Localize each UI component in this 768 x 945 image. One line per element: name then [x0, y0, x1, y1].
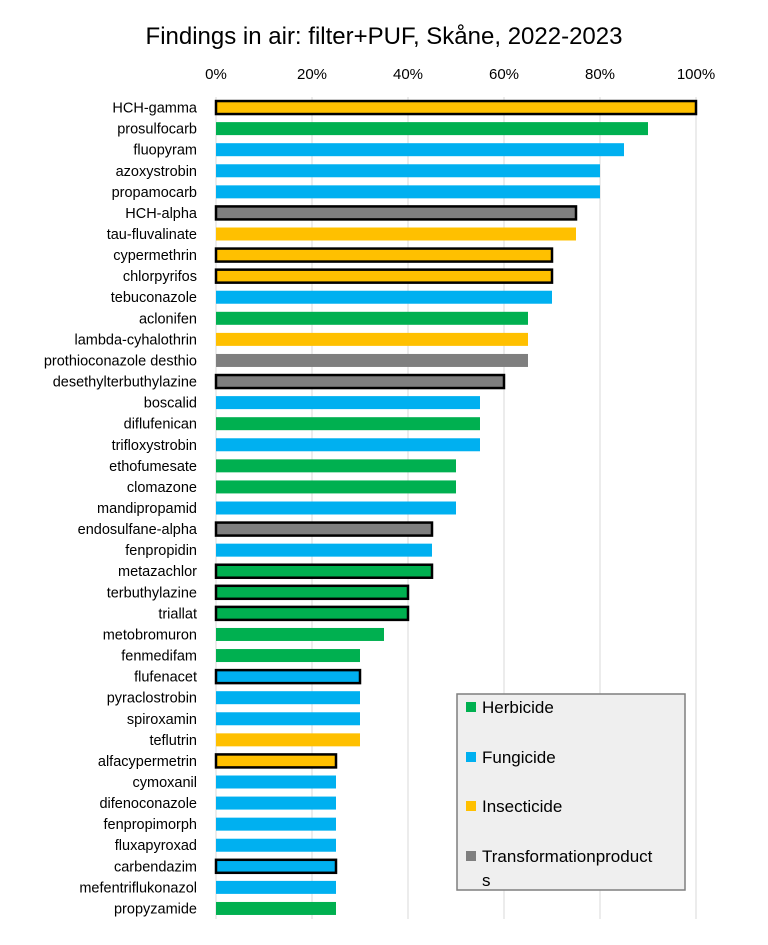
category-label: aclonifen — [138, 311, 197, 328]
bar-aclonifen — [216, 312, 528, 325]
category-label: fenpropimorph — [103, 817, 197, 834]
bar-desethylterbuthylazine — [216, 375, 504, 388]
legend-label: Insecticide — [482, 797, 563, 816]
category-label: chlorpyrifos — [122, 269, 197, 286]
bar-prosulfocarb — [216, 122, 648, 135]
category-label: ethofumesate — [109, 458, 197, 475]
category-label: alfacypermetrin — [97, 753, 197, 770]
category-label: mefentriflukonazol — [79, 880, 197, 897]
legend-label-wrap: s — [482, 871, 491, 890]
category-label: difenoconazole — [99, 796, 197, 813]
legend-label: Transformationproduct — [482, 847, 653, 866]
category-label: HCH-alpha — [125, 205, 197, 222]
category-label: spiroxamin — [126, 711, 197, 728]
legend-swatch — [466, 851, 476, 861]
bar-mefentriflukonazol — [216, 881, 336, 894]
category-label: carbendazim — [113, 859, 197, 876]
x-tick-label: 60% — [488, 66, 520, 83]
category-label: metobromuron — [102, 627, 197, 644]
category-label: azoxystrobin — [115, 163, 197, 180]
bar-teflutrin — [216, 733, 360, 746]
bar-mandipropamid — [216, 502, 456, 515]
bar-propamocarb — [216, 185, 600, 198]
bar-fluxapyroxad — [216, 839, 336, 852]
bar-hch-gamma — [216, 101, 696, 114]
legend — [457, 694, 685, 890]
bar-metobromuron — [216, 628, 384, 641]
bar-carbendazim — [216, 860, 336, 873]
category-label: diflufenican — [123, 416, 197, 433]
bar-pyraclostrobin — [216, 691, 360, 704]
bar-propyzamide — [216, 902, 336, 915]
category-label: lambda-cyhalothrin — [74, 332, 197, 349]
bar-cymoxanil — [216, 776, 336, 789]
bar-diflufenican — [216, 417, 480, 430]
bar-cypermethrin — [216, 249, 552, 262]
x-tick-label: 80% — [584, 66, 616, 83]
category-label: triallat — [158, 606, 197, 623]
bar-fluopyram — [216, 143, 624, 156]
x-tick-label: 0% — [205, 66, 227, 83]
category-label: prothioconazole desthio — [43, 353, 197, 370]
category-label: fluxapyroxad — [114, 838, 197, 855]
bar-trifloxystrobin — [216, 438, 480, 451]
x-tick-label: 20% — [296, 66, 328, 83]
bar-prothioconazole-desthio — [216, 354, 528, 367]
category-label: HCH-gamma — [112, 100, 197, 117]
category-label: flufenacet — [134, 669, 197, 686]
category-label: fenmedifam — [121, 648, 197, 665]
category-label: boscalid — [143, 395, 197, 412]
category-label: fluopyram — [133, 142, 197, 159]
category-label: metazachlor — [118, 564, 197, 581]
category-label: tau-fluvalinate — [106, 227, 197, 243]
bar-lambda-cyhalothrin — [216, 333, 528, 346]
legend-label: Fungicide — [482, 748, 556, 767]
bar-azoxystrobin — [216, 164, 600, 177]
bar-fenpropimorph — [216, 818, 336, 831]
category-label: endosulfane-alpha — [77, 522, 197, 539]
bar-terbuthylazine — [216, 586, 408, 599]
category-label: prosulfocarb — [117, 121, 197, 138]
bar-fenpropidin — [216, 544, 432, 557]
bar-fenmedifam — [216, 649, 360, 662]
category-label: pyraclostrobin — [106, 690, 197, 707]
legend-swatch — [466, 752, 476, 762]
legend-swatch — [466, 801, 476, 811]
x-tick-label: 40% — [392, 66, 424, 83]
bar-flufenacet — [216, 670, 360, 683]
bar-endosulfane-alpha — [216, 523, 432, 536]
bar-ethofumesate — [216, 459, 456, 472]
category-label: teflutrin — [149, 732, 197, 749]
legend-label: Herbicide — [482, 698, 554, 717]
bar-boscalid — [216, 396, 480, 409]
chart-title: Findings in air: filter+PUF, Skåne, 2022-2023 — [145, 23, 623, 50]
category-label: propyzamide — [113, 901, 197, 918]
category-label: desethylterbuthylazine — [52, 374, 197, 391]
bar-triallat — [216, 607, 408, 620]
category-label: cymoxanil — [132, 775, 197, 791]
bar-spiroxamin — [216, 712, 360, 725]
bar-tau-fluvalinate — [216, 228, 576, 241]
x-tick-label: 100% — [676, 66, 716, 83]
bar-hch-alpha — [216, 206, 576, 219]
category-label: propamocarb — [111, 184, 197, 201]
category-labels — [44, 101, 198, 918]
legend-swatch — [466, 702, 476, 712]
category-label: fenpropidin — [125, 543, 197, 560]
bar-clomazone — [216, 480, 456, 493]
category-label: mandipropamid — [97, 501, 197, 517]
category-label: tebuconazole — [110, 290, 197, 307]
bar-metazachlor — [216, 565, 432, 578]
bar-difenoconazole — [216, 797, 336, 810]
category-label: terbuthylazine — [106, 585, 197, 602]
x-axis-ticks — [205, 66, 715, 83]
bar-tebuconazole — [216, 291, 552, 304]
bar-alfacypermetrin — [216, 754, 336, 767]
category-label: trifloxystrobin — [111, 437, 197, 454]
bar-chlorpyrifos — [216, 270, 552, 283]
category-label: clomazone — [126, 479, 197, 496]
category-label: cypermethrin — [113, 248, 197, 265]
